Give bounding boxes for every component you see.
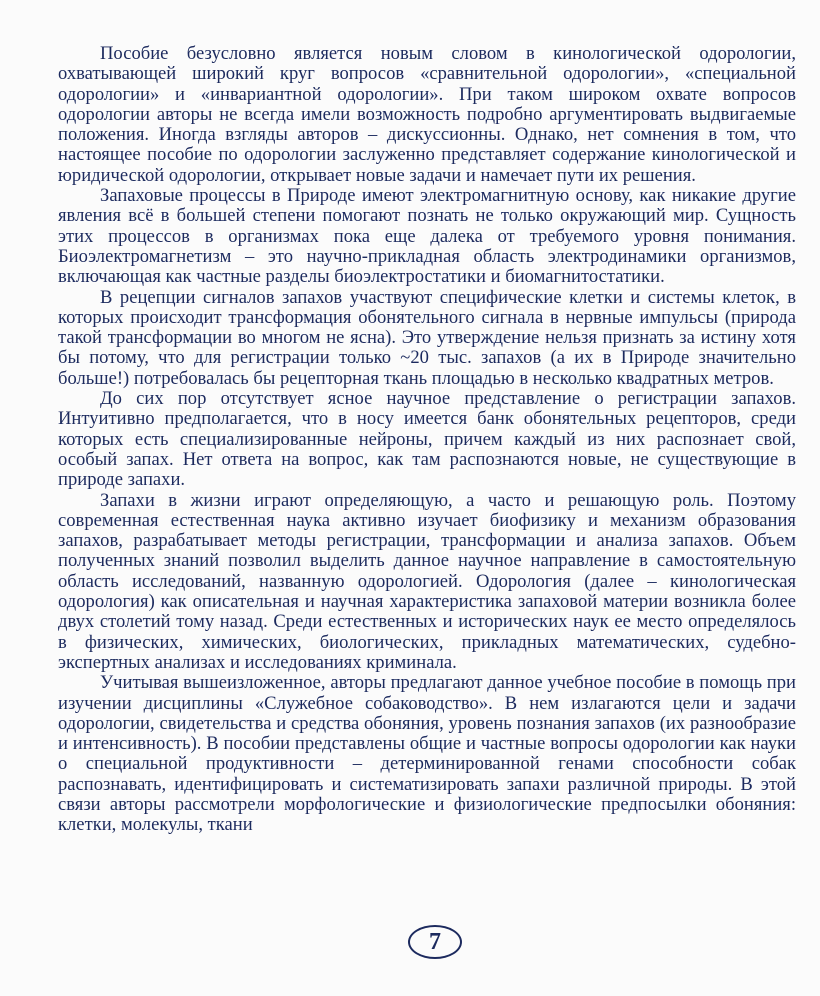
paragraph-6: Учитывая вышеизложенное, авторы предлагают данное учебное пособие в помощь при изучении дисциплины «Служебное собаководство». В нем излагаются цели и задачи одорологии, свидетельства и средства обоняния, уровень познания запахов (их разнообразие и интенсивность). В пособии представлены общие и частные вопросы одорологии как науки о специальной продуктивности – детерминированной генами способности собак распознавать, идентифицировать и систематизировать запахи различной природы. В этой связи авторы рассмотрели морфологические и физиологические предпосылки обоняния: клетки, молекулы, ткани	[58, 672, 796, 836]
paragraph-2: Запаховые процессы в Природе имеют электромагнитную основу, как никакие другие явления всё в большей степени помогают познать не только окружающий мир. Сущность этих процессов в организмах пока еще далека от требуемого уровня понимания. Биоэлектромагнетизм – это научно-прикладная область электродинамики организмов, включающая как частные разделы биоэлектростатики и биомагнитостатики.	[58, 185, 796, 288]
paragraph-4: До сих пор отсутствует ясное научное представление о регистрации запахов. Интуитивно предполагается, что в носу имеется банк обонятельных рецепторов, среди которых есть специализированные нейроны, причем каждый из них распознает свой, особый запах. Нет ответа на вопрос, как там распознаются новые, не существующие в природе запахи.	[58, 388, 796, 491]
paragraph-1: Пособие безусловно является новым словом в кинологической одорологии, охватывающей широкий круг вопросов «сравнительной одорологии», «специальной одорологии» и «инвариантной одорологии». При таком широком охвате вопросов одорологии авторы не всегда имели возможность подробно аргументировать выдвигаемые положения. Иногда взгляды авторов – дискуссионны. Однако, нет сомнения в том, что настоящее пособие по одорологии заслуженно представляет содержание кинологической и юридической одорологии, открывает новые задачи и намечает пути их решения.	[58, 43, 796, 186]
paragraph-5: Запахи в жизни играют определяющую, а часто и решающую роль. Поэтому современная естественная наука активно изучает биофизику и механизм образования запахов, разрабатывает методы регистрации, трансформации и анализа запахов. Объем полученных знаний позволил выделить данное научное направление в самостоятельную область исследований, названную одорологией. Одорология (далее – кинологическая одорология) как описательная и научная характеристика запаховой материи возникла более двух столетий тому назад. Среди естественных и исторических наук ее место определялось в физических, химических, биологических, прикладных математических, судебно-экспертных анализах и исследованиях криминала.	[58, 489, 796, 673]
page-body-text	[58, 44, 796, 836]
paragraph-3: В рецепции сигналов запахов участвуют специфические клетки и системы клеток, в которых происходит трансформация обонятельного сигнала в нервные импульсы (природа такой трансформации во многом не ясна). Это утверждение нельзя признать за истину хотя бы потому, что для регистрации только ~20 тыс. запахов (а их в Природе значительно больше!) потребовалась бы рецепторная ткань площадью в несколько квадратных метров.	[58, 286, 796, 389]
page-number: 7	[408, 925, 462, 959]
